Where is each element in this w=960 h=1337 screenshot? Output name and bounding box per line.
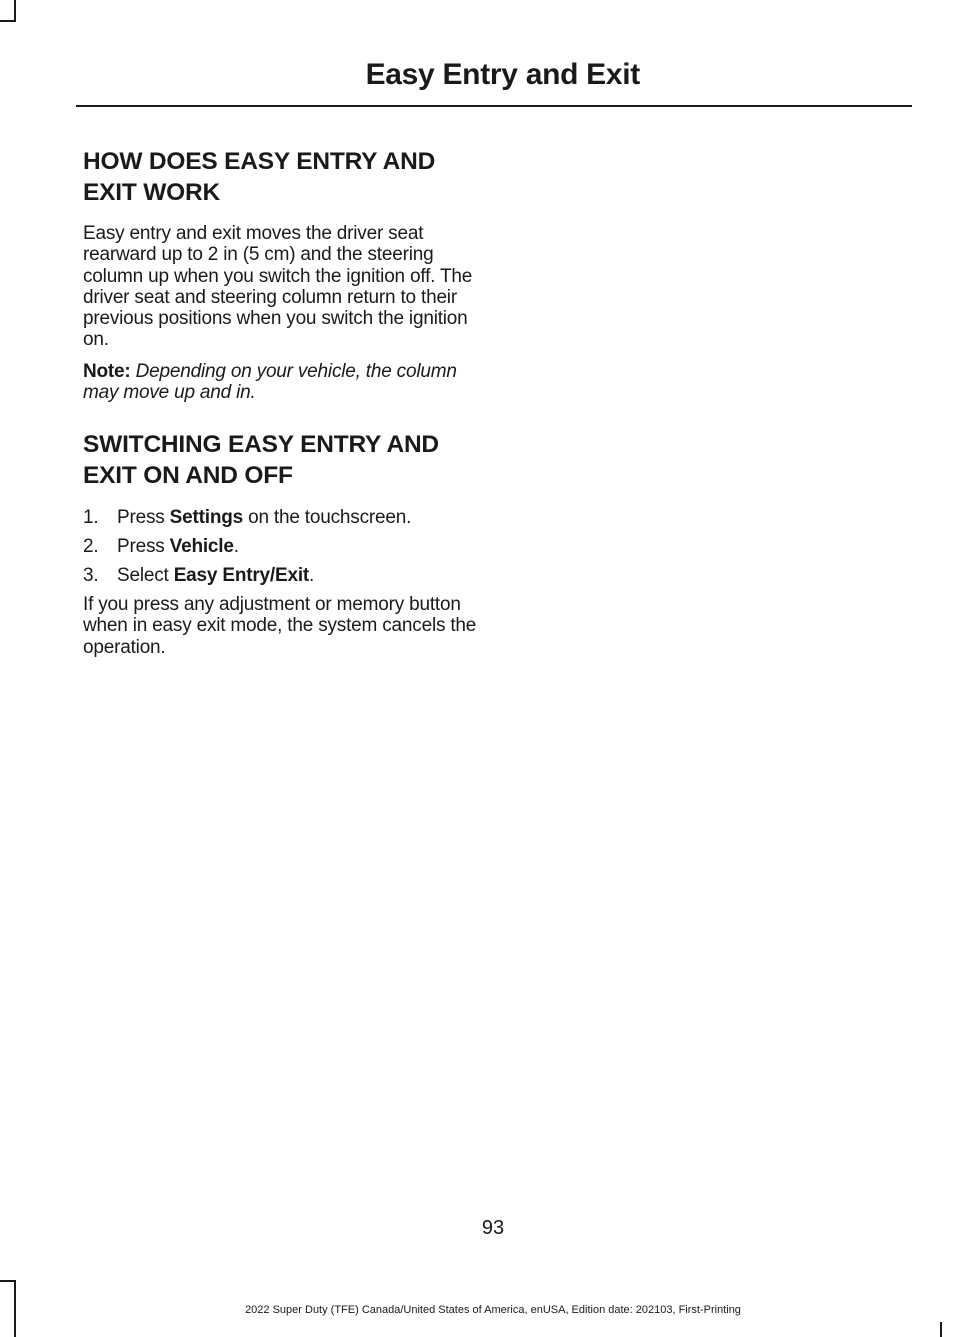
step-number: 3. [83, 565, 99, 587]
section-heading: EXIT WORK [83, 179, 221, 206]
step-text: on the touchscreen. [243, 507, 412, 529]
note-paragraph [83, 361, 478, 404]
crop-mark [0, 1280, 16, 1282]
list-item [83, 536, 478, 557]
step-keyword: Easy Entry/Exit [173, 565, 310, 587]
step-number: 1. [83, 507, 99, 529]
step-keyword: Vehicle [169, 536, 234, 558]
section-heading: SWITCHING EASY ENTRY AND [83, 431, 439, 459]
crop-mark [14, 0, 16, 22]
list-item [83, 565, 478, 586]
body-paragraph: If you press any adjustment or memory button when in easy exit mode, the system cancels the operation. [83, 594, 477, 658]
note-text: Depending on your vehicle, the column may move up and in. [83, 360, 457, 404]
body-paragraph: Easy entry and exit moves the driver seat rearward up to 2 in (5 cm) and the steering column up when you switch the ignition off. The driver seat and steering column return to their previous positions when you switch the ignition on. [83, 223, 473, 351]
step-keyword: Settings [169, 507, 244, 529]
page-number: 93 [481, 1217, 505, 1239]
edition-footer: 2022 Super Duty (TFE) Canada/United States of America, enUSA, Edition date: 202103, First-Printing [245, 1304, 741, 1316]
list-item [83, 507, 478, 528]
steps-list [83, 507, 478, 586]
crop-mark [940, 1322, 942, 1337]
content-column [83, 146, 478, 658]
section-heading: HOW DOES EASY ENTRY AND [83, 148, 436, 175]
step-text: . [233, 536, 239, 558]
header-divider [76, 105, 912, 107]
step-text: Press [117, 536, 170, 558]
step-text: Select [117, 565, 174, 587]
step-number: 2. [83, 536, 99, 558]
note-label: Note: [83, 360, 131, 382]
page-header-title: Easy Entry and Exit [365, 58, 640, 91]
section-heading: EXIT ON AND OFF [83, 462, 293, 490]
step-text: Press [117, 507, 170, 529]
step-text: . [309, 565, 315, 587]
crop-mark [0, 20, 16, 22]
